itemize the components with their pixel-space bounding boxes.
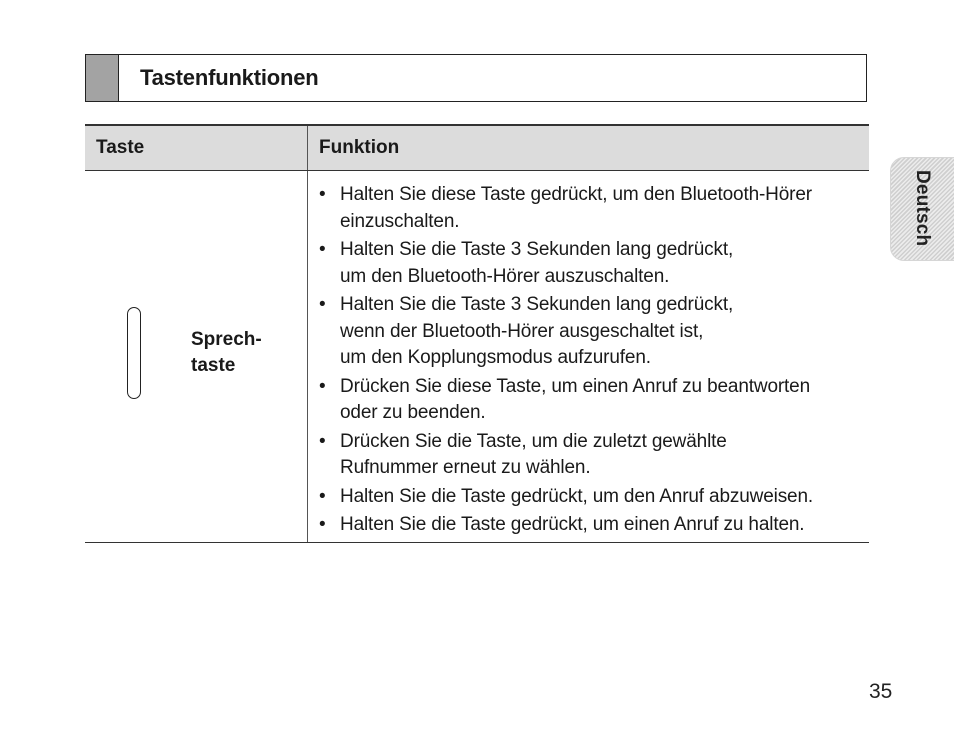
page-number: 35 (869, 680, 893, 703)
table-row (85, 171, 869, 543)
list-item (319, 429, 868, 482)
function-text: Halten Sie diese Taste gedrückt, um den Bluetooth-Hörer einzuschalten. (340, 184, 812, 232)
page-title: Tastenfunktionen (140, 65, 319, 90)
list-item (319, 237, 868, 290)
function-cell (308, 171, 870, 543)
column-header-taste: Taste (85, 125, 308, 171)
bullet-icon: • (319, 239, 326, 260)
list-item (319, 512, 868, 539)
function-text: Halten Sie die Taste 3 Sekunden lang gedrückt, um den Bluetooth-Hörer auszuschalten. (340, 239, 734, 287)
function-text: Halten Sie die Taste 3 Sekunden lang gedrückt, wenn der Bluetooth-Hörer ausgeschaltet ist, um den Kopplungsmodus aufzurufen. (340, 294, 734, 368)
column-header-funktion: Funktion (308, 125, 870, 171)
button-function-table (85, 124, 869, 543)
key-label: Sprech- taste (191, 329, 262, 376)
list-item (319, 292, 868, 372)
function-text: Drücken Sie die Taste, um die zuletzt gewählte Rufnummer erneut zu wählen. (340, 430, 727, 478)
language-tab (890, 157, 954, 261)
table-header-row (85, 125, 869, 171)
language-tab-label: Deutsch (912, 170, 933, 247)
talk-button-icon (127, 307, 141, 399)
bullet-icon: • (319, 430, 326, 452)
function-text: Drücken Sie diese Taste, um einen Anruf zu beantworten oder zu beenden. (340, 375, 810, 423)
list-item (319, 484, 868, 511)
function-text: Halten Sie die Taste gedrückt, um einen Anruf zu halten. (340, 514, 805, 535)
list-item (319, 374, 868, 427)
bullet-icon: • (319, 485, 326, 507)
bullet-icon: • (319, 514, 326, 535)
list-item (319, 182, 868, 235)
heading-marker (86, 55, 119, 101)
bullet-icon: • (319, 294, 326, 315)
bullet-icon: • (319, 375, 326, 397)
bullet-icon: • (319, 184, 326, 205)
function-text: Halten Sie die Taste gedrückt, um den Anruf abzuweisen. (340, 485, 814, 507)
section-heading (85, 54, 867, 102)
function-list (309, 172, 868, 539)
key-cell (85, 171, 308, 543)
